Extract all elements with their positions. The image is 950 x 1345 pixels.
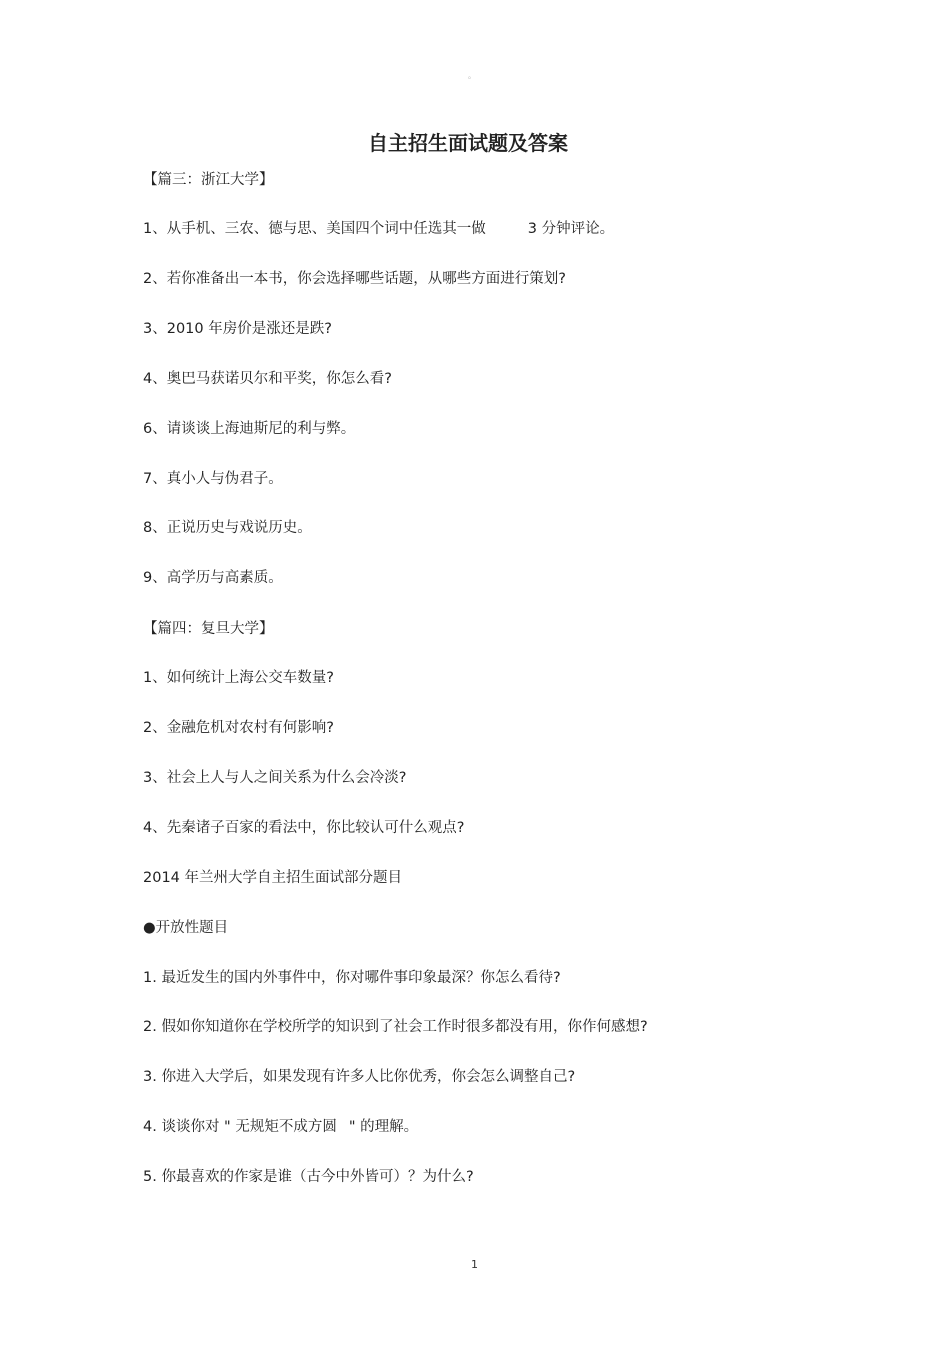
section-heading-lzu: 2014 年兰州大学自主招生面试部分题目 [143, 870, 403, 886]
header-mark: 。 [468, 71, 476, 80]
question-line [143, 1117, 418, 1137]
question-line [143, 219, 614, 239]
question-line: 4、奥巴马获诺贝尔和平奖，你怎么看? [143, 371, 392, 387]
section-heading-zju: 【篇三：浙江大学】 [143, 172, 274, 188]
question-line: 5. 你最喜欢的作家是谁（古今中外皆可）？为什么? [143, 1169, 474, 1185]
section-heading-fudan: 【篇四：复旦大学】 [143, 621, 274, 637]
question-line: 6、请谈谈上海迪斯尼的利与弊。 [143, 421, 356, 437]
question-line: 2、金融危机对农村有何影响? [143, 720, 334, 736]
question-text: 1、从手机、三农、德与思、美国四个词中任选其一做 [143, 221, 486, 237]
question-text-cont: 3 分钟评论。 [527, 221, 615, 237]
question-line: 1. 最近发生的国内外事件中，你对哪件事印象最深？你怎么看待? [143, 970, 561, 986]
question-text-cont: " 的理解。 [348, 1119, 419, 1135]
question-line: 7、真小人与伪君子。 [143, 471, 283, 487]
question-line: 2、若你准备出一本书，你会选择哪些话题，从哪些方面进行策划? [143, 271, 566, 287]
question-line: 3. 你进入大学后，如果发现有许多人比你优秀，你会怎么调整自己? [143, 1069, 576, 1085]
document-title: 自主招生面试题及答案 [368, 131, 568, 155]
section-subheading: ●开放性题目 [143, 920, 229, 936]
question-line: 2. 假如你知道你在学校所学的知识到了社会工作时很多都没有用，你作何感想? [143, 1019, 648, 1035]
question-line: 1、如何统计上海公交车数量? [143, 670, 334, 686]
page-number: 1 [471, 1258, 478, 1271]
question-line: 3、社会上人与人之间关系为什么会冷淡? [143, 770, 407, 786]
question-text: 4. 谈谈你对 " 无规矩不成方圆 [143, 1119, 337, 1135]
question-line: 9、高学历与高素质。 [143, 570, 283, 586]
question-line: 3、2010 年房价是涨还是跌? [143, 321, 332, 337]
question-line: 4、先秦诸子百家的看法中，你比较认可什么观点? [143, 820, 465, 836]
question-line: 8、正说历史与戏说历史。 [143, 520, 312, 536]
